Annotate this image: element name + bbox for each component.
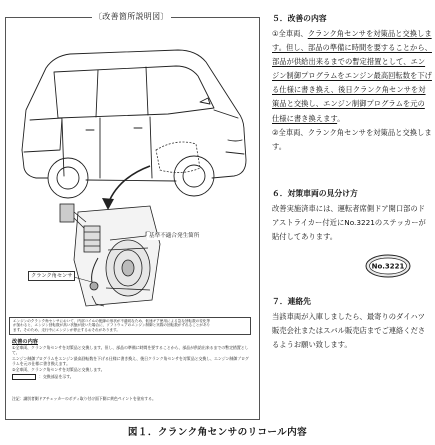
section5-seg: 。 — [337, 113, 345, 123]
section5-seg: ①全車両、 — [272, 29, 308, 38]
sticker-number: No.3221 — [371, 262, 405, 271]
figure-caption: 図１．クランク角センサのリコール内容 — [127, 427, 308, 438]
section7-body: 当該車両が入庫しましたら、最寄りのダイハツ販売会社またはスバル販売店までご連絡くださるようお願い致します。 — [272, 312, 426, 350]
section5-paragraph-2: ②全車両、クランク角センサを対策品と交換します。 — [272, 127, 432, 151]
cause-note-line: ます。そのため、走行中にエンジンが停止するおそれがあります。 — [13, 327, 120, 332]
improvement-details — [12, 346, 250, 380]
section5-body — [272, 27, 432, 154]
crank-sensor-label: クランク角センサ — [28, 271, 75, 281]
section5-seg-underlined: クランク角センサを対策品と交換します。但し、部品の準備に時間を要することから、部品が供給出来るまでの暫定措置として、エンジン制御プログラムをエンジン最高回転数を下げる仕様に書き換え、後日クランク角センサを対策品と交換し、エンジン制御プログラムを元の仕様に書き換えます — [272, 29, 432, 123]
improvement-line: ②全車両、クランク角センサを対策品と交換します。 — [12, 367, 105, 372]
section6-body: 改善実施済車には、運転者席側ドア開口部のドアストライカー付近にNo.3221のステッカーが貼付してあります。 — [272, 204, 426, 242]
legend-text: ：交換部品を示す。 — [39, 373, 74, 379]
section5-paragraph-1 — [272, 27, 432, 126]
cause-note-line: エンジンのクランク角センサにおいて、内部コイルの配線の形状が不適切なため、低速ギア使用による急な回転数の変化等 — [13, 319, 211, 323]
cause-note-box — [9, 317, 251, 335]
diagram-panel-title: 〔改善箇所説明図〕 — [94, 12, 169, 21]
footnote: 注記：識別者側ドアチェッカーのボディ取り付け面下側に黄色ペイントを塗布する。 — [12, 396, 156, 401]
parts-legend — [12, 374, 250, 380]
improvement-line: エンジン制御プログラムをエンジン最高回転数を下げる仕様に書き換え、後日クランク角センサを対策品と交換し、エンジン制御プログラムを元の仕様に書き換えます。 — [12, 356, 249, 366]
section5-heading: ５．改善の内容 — [272, 14, 327, 23]
defect-location-label: 基準不適合発生箇所 — [149, 233, 200, 239]
sticker-badge — [365, 254, 411, 278]
legend-swatch — [12, 374, 36, 380]
improvement-heading: 改善の内容 — [12, 339, 38, 345]
section6-heading: ６．対策車両の見分け方 — [272, 189, 358, 198]
cause-note-line: が加わると、エンジン回転数が高い状態が続いた場合に、ソフトウェアのエンジン制御と実際の回転数がずれることがあり — [13, 323, 211, 328]
improvement-line: ①全車両、クランク角センサを対策品と交換します。但し、部品の準備に時間を要することから、部品が供給出来るまでの暫定措置として、 — [12, 345, 249, 355]
section7-heading: ７．連絡先 — [272, 297, 311, 306]
